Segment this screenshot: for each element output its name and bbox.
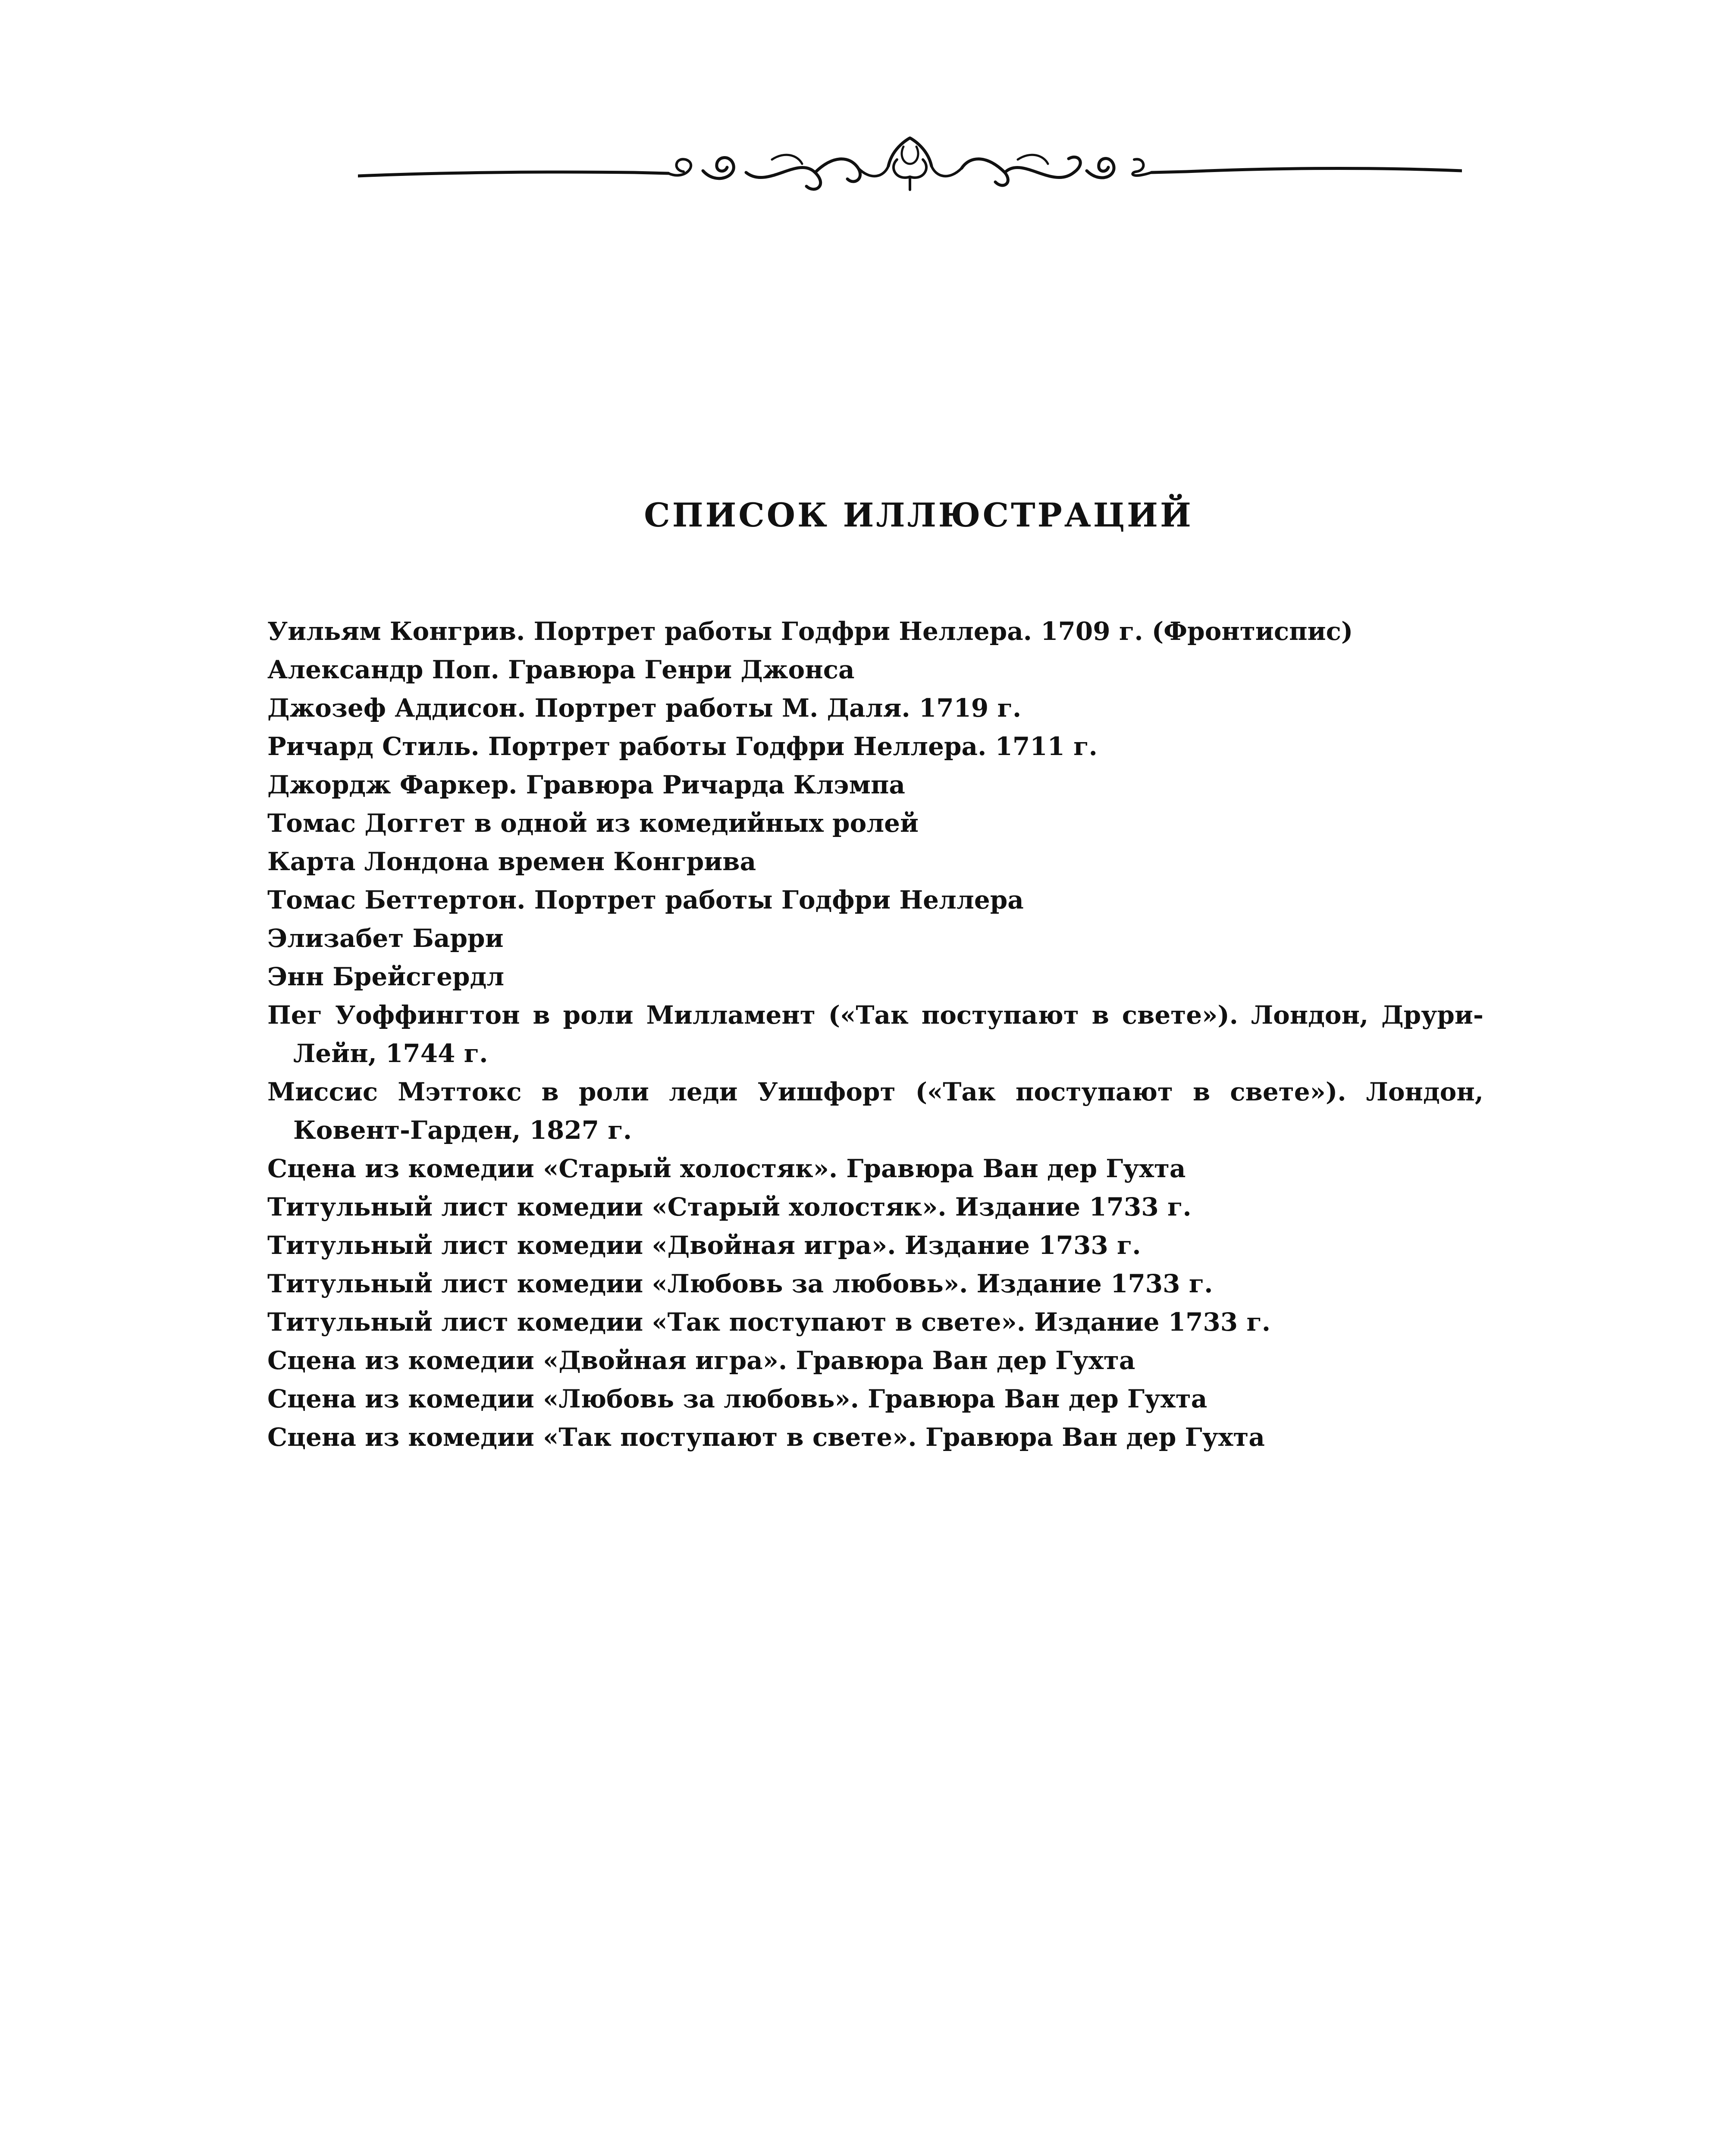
list-item: Энн Брейсгердл (267, 962, 505, 991)
list-item: Сцена из комедии «Двойная игра». Гравюра Ван дер Гухта (267, 1346, 1135, 1375)
list-item: Титульный лист комедии «Любовь за любовь». Издание 1733 г. (267, 1269, 1213, 1298)
illustrations-list (267, 612, 1484, 1457)
list-item: Томас Беттертон. Портрет работы Годфри Неллера (267, 885, 1024, 915)
list-item: Миссис Мэттокс в роли леди Уишфорт («Так поступают в свете»). Лондон, Ковент-Гарден, 1827 г. (267, 1077, 1484, 1145)
list-item: Александр Поп. Гравюра Генри Джонса (267, 655, 855, 684)
list-item: Джордж Фаркер. Гравюра Ричарда Клэмпа (267, 770, 905, 799)
list-item: Сцена из комедии «Старый холостяк». Гравюра Ван дер Гухта (267, 1154, 1186, 1183)
list-item: Томас Доггет в одной из комедийных ролей (267, 808, 919, 838)
list-item: Сцена из комедии «Так поступают в свете». Гравюра Ван дер Гухта (267, 1423, 1265, 1452)
list-item: Ричард Стиль. Портрет работы Годфри Неллера. 1711 г. (267, 732, 1098, 761)
list-item: Титульный лист комедии «Так поступают в свете». Издание 1733 г. (267, 1307, 1271, 1337)
list-item: Уильям Конгрив. Портрет работы Годфри Неллера. 1709 г. (Фронтиспис) (267, 617, 1353, 646)
list-item: Титульный лист комедии «Двойная игра». Издание 1733 г. (267, 1231, 1141, 1260)
list-item: Пег Уоффингтон в роли Милламент («Так поступают в свете»). Лондон, Друри-Лейн, 1744 г. (267, 1000, 1484, 1068)
list-item: Сцена из комедии «Любовь за любовь». Гравюра Ван дер Гухта (267, 1384, 1208, 1413)
list-item: Титульный лист комедии «Старый холостяк». Издание 1733 г. (267, 1192, 1192, 1222)
list-item: Элизабет Барри (267, 924, 504, 953)
list-item: Джозеф Аддисон. Портрет работы М. Даля. 1719 г. (267, 693, 1022, 723)
flourish-ornament-icon (358, 129, 1462, 216)
page-title: СПИСОК ИЛЛЮСТРАЦИЙ (644, 496, 1193, 534)
list-item: Карта Лондона времен Конгрива (267, 847, 756, 876)
